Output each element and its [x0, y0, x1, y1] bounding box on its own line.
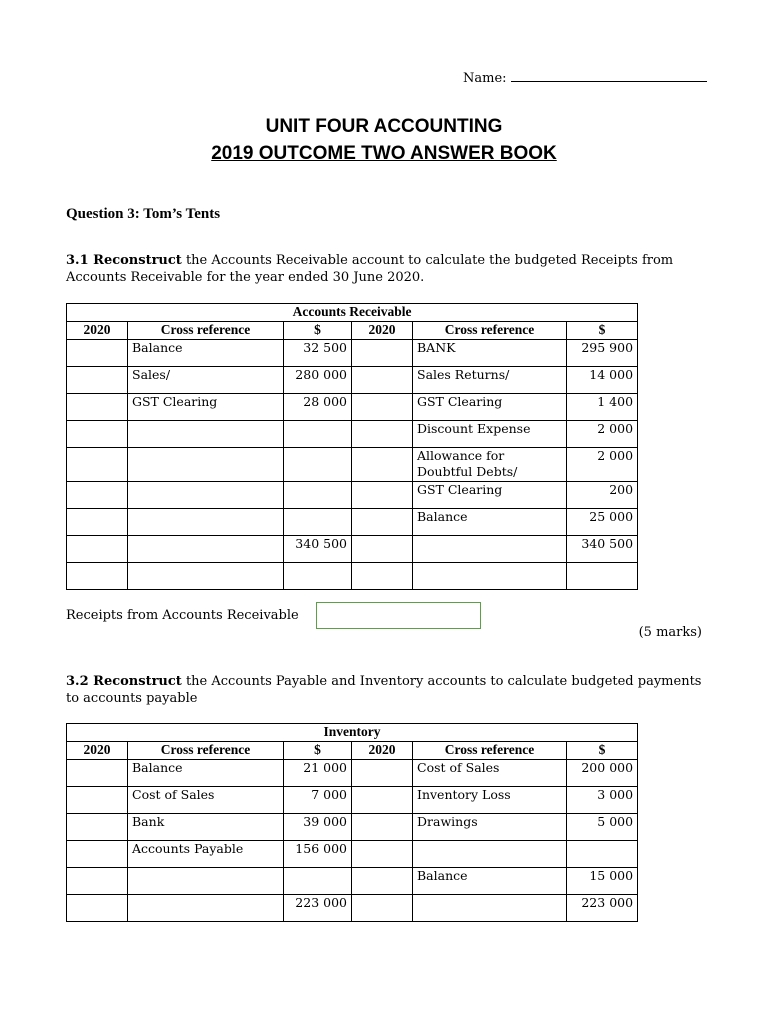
dr-xref-cell[interactable]: Cost of Sales — [128, 787, 284, 814]
ledger-row — [67, 482, 638, 509]
ledger-title: Inventory — [67, 724, 638, 742]
dr-amount-cell[interactable] — [284, 563, 352, 590]
cr-date-cell[interactable] — [352, 340, 413, 367]
cr-xref-cell[interactable]: GST Clearing — [413, 482, 567, 509]
dr-xref-cell[interactable] — [128, 509, 284, 536]
dr-amount-cell[interactable]: 340 500 — [284, 536, 352, 563]
dr-xref-cell[interactable]: Balance — [128, 760, 284, 787]
dr-xref-cell[interactable] — [128, 448, 284, 482]
cr-amount-cell[interactable]: 2 000 — [567, 421, 638, 448]
cr-date-cell[interactable] — [352, 787, 413, 814]
cr-date-cell[interactable] — [352, 841, 413, 868]
cr-amount-cell[interactable]: 3 000 — [567, 787, 638, 814]
cr-amount-cell[interactable]: 295 900 — [567, 340, 638, 367]
dr-amount-cell[interactable] — [284, 482, 352, 509]
dr-date-cell[interactable] — [67, 448, 128, 482]
cr-amount-cell[interactable]: 15 000 — [567, 868, 638, 895]
dr-xref-cell[interactable] — [128, 536, 284, 563]
col-header-amount: $ — [567, 322, 638, 340]
name-label: Name: — [463, 71, 507, 86]
dr-amount-cell[interactable]: 21 000 — [284, 760, 352, 787]
ledger-row — [67, 895, 638, 922]
cr-date-cell[interactable] — [352, 367, 413, 394]
col-header-year: 2020 — [352, 322, 413, 340]
cr-date-cell[interactable] — [352, 895, 413, 922]
col-header-amount: $ — [567, 742, 638, 760]
question-3-2-text: 3.2 Reconstruct the Accounts Payable and Inventory accounts to calculate budgeted payments to accounts payable — [66, 674, 702, 706]
cr-date-cell[interactable] — [352, 536, 413, 563]
dr-date-cell[interactable] — [67, 367, 128, 394]
col-header-xref: Cross reference — [128, 742, 284, 760]
cr-amount-cell[interactable] — [567, 841, 638, 868]
dr-xref-cell[interactable]: GST Clearing — [128, 394, 284, 421]
ledger-row — [67, 448, 638, 482]
cr-date-cell[interactable] — [352, 760, 413, 787]
dr-xref-cell[interactable]: Accounts Payable — [128, 841, 284, 868]
cr-xref-cell[interactable]: Sales Returns/ — [413, 367, 567, 394]
dr-amount-cell[interactable]: 280 000 — [284, 367, 352, 394]
cr-xref-cell[interactable]: Balance — [413, 509, 567, 536]
dr-xref-cell[interactable]: Sales/ — [128, 367, 284, 394]
dr-xref-cell[interactable] — [128, 482, 284, 509]
question-title: Question 3: Tom’s Tents — [66, 206, 221, 222]
dr-xref-cell[interactable] — [128, 421, 284, 448]
dr-date-cell[interactable] — [67, 340, 128, 367]
cr-xref-cell[interactable] — [413, 841, 567, 868]
cr-date-cell[interactable] — [352, 563, 413, 590]
dr-date-cell[interactable] — [67, 394, 128, 421]
dr-amount-cell[interactable] — [284, 448, 352, 482]
ledger-row — [67, 421, 638, 448]
col-header-year: 2020 — [67, 742, 128, 760]
dr-amount-cell[interactable]: 28 000 — [284, 394, 352, 421]
cr-date-cell[interactable] — [352, 814, 413, 841]
cr-date-cell[interactable] — [352, 421, 413, 448]
dr-date-cell[interactable] — [67, 895, 128, 922]
dr-date-cell[interactable] — [67, 814, 128, 841]
dr-date-cell[interactable] — [67, 841, 128, 868]
dr-xref-cell[interactable]: Bank — [128, 814, 284, 841]
dr-xref-cell[interactable] — [128, 895, 284, 922]
ledger-row — [67, 868, 638, 895]
col-header-xref: Cross reference — [413, 322, 567, 340]
col-header-amount: $ — [284, 742, 352, 760]
cr-xref-cell[interactable] — [413, 536, 567, 563]
dr-date-cell[interactable] — [67, 482, 128, 509]
cr-xref-cell[interactable] — [413, 895, 567, 922]
ledger-row — [67, 367, 638, 394]
cr-date-cell[interactable] — [352, 509, 413, 536]
cr-amount-cell[interactable]: 2 000 — [567, 448, 638, 482]
dr-date-cell[interactable] — [67, 868, 128, 895]
cr-amount-cell[interactable]: 25 000 — [567, 509, 638, 536]
page-subtitle: 2019 OUTCOME TWO ANSWER BOOK — [211, 143, 557, 164]
marks-label: (5 marks) — [638, 625, 702, 640]
question-3-1-text: 3.1 Reconstruct the Accounts Receivable account to calculate the budgeted Receipts from Accounts Receivable for the year ended 30 June 2020. — [66, 253, 674, 285]
dr-amount-cell[interactable]: 39 000 — [284, 814, 352, 841]
dr-amount-cell[interactable] — [284, 421, 352, 448]
dr-date-cell[interactable] — [67, 760, 128, 787]
ledger-row — [67, 814, 638, 841]
ledger-row — [67, 340, 638, 367]
receipts-label: Receipts from Accounts Receivable — [66, 608, 299, 623]
cr-xref-cell[interactable]: Cost of Sales — [413, 760, 567, 787]
cr-amount-cell[interactable]: 223 000 — [567, 895, 638, 922]
ledger-row — [67, 563, 638, 590]
cr-amount-cell[interactable]: 200 — [567, 482, 638, 509]
dr-amount-cell[interactable]: 156 000 — [284, 841, 352, 868]
col-header-xref: Cross reference — [413, 742, 567, 760]
dr-date-cell[interactable] — [67, 563, 128, 590]
dr-amount-cell[interactable] — [284, 509, 352, 536]
dr-amount-cell[interactable]: 7 000 — [284, 787, 352, 814]
col-header-year: 2020 — [67, 322, 128, 340]
cr-xref-cell[interactable]: BANK — [413, 340, 567, 367]
cr-date-cell[interactable] — [352, 448, 413, 482]
ledger-title: Accounts Receivable — [67, 304, 638, 322]
page-title: UNIT FOUR ACCOUNTING — [265, 116, 503, 137]
name-field[interactable] — [463, 69, 707, 86]
col-header-amount: $ — [284, 322, 352, 340]
cr-xref-cell[interactable]: Drawings — [413, 814, 567, 841]
cr-xref-cell[interactable]: Balance — [413, 868, 567, 895]
dr-date-cell[interactable] — [67, 787, 128, 814]
dr-amount-cell[interactable] — [284, 868, 352, 895]
cr-xref-cell[interactable] — [413, 563, 567, 590]
ledger-row — [67, 841, 638, 868]
ledger-row — [67, 760, 638, 787]
cr-amount-cell[interactable]: 5 000 — [567, 814, 638, 841]
cr-amount-cell[interactable]: 14 000 — [567, 367, 638, 394]
col-header-xref: Cross reference — [128, 322, 284, 340]
dr-date-cell[interactable] — [67, 536, 128, 563]
accounts-receivable-ledger — [66, 303, 638, 590]
receipts-answer-box[interactable] — [316, 602, 481, 629]
ledger-row — [67, 787, 638, 814]
inventory-ledger — [66, 723, 638, 922]
dr-xref-cell[interactable]: Balance — [128, 340, 284, 367]
cr-xref-cell[interactable]: Discount Expense — [413, 421, 567, 448]
dr-date-cell[interactable] — [67, 509, 128, 536]
name-blank-line[interactable] — [511, 69, 707, 82]
ledger-row — [67, 536, 638, 563]
cr-date-cell[interactable] — [352, 482, 413, 509]
dr-xref-cell[interactable] — [128, 868, 284, 895]
cr-amount-cell[interactable]: 200 000 — [567, 760, 638, 787]
cr-xref-cell[interactable]: GST Clearing — [413, 394, 567, 421]
dr-xref-cell[interactable] — [128, 563, 284, 590]
col-header-year: 2020 — [352, 742, 413, 760]
dr-date-cell[interactable] — [67, 421, 128, 448]
dr-amount-cell[interactable]: 223 000 — [284, 895, 352, 922]
ledger-row — [67, 394, 638, 421]
cr-amount-cell[interactable] — [567, 563, 638, 590]
ledger-row — [67, 509, 638, 536]
cr-date-cell[interactable] — [352, 394, 413, 421]
cr-date-cell[interactable] — [352, 868, 413, 895]
cr-xref-cell[interactable]: Inventory Loss — [413, 787, 567, 814]
dr-amount-cell[interactable]: 32 500 — [284, 340, 352, 367]
cr-amount-cell[interactable]: 1 400 — [567, 394, 638, 421]
cr-amount-cell[interactable]: 340 500 — [567, 536, 638, 563]
cr-xref-cell[interactable]: Allowance for Doubtful Debts/ — [413, 448, 567, 482]
